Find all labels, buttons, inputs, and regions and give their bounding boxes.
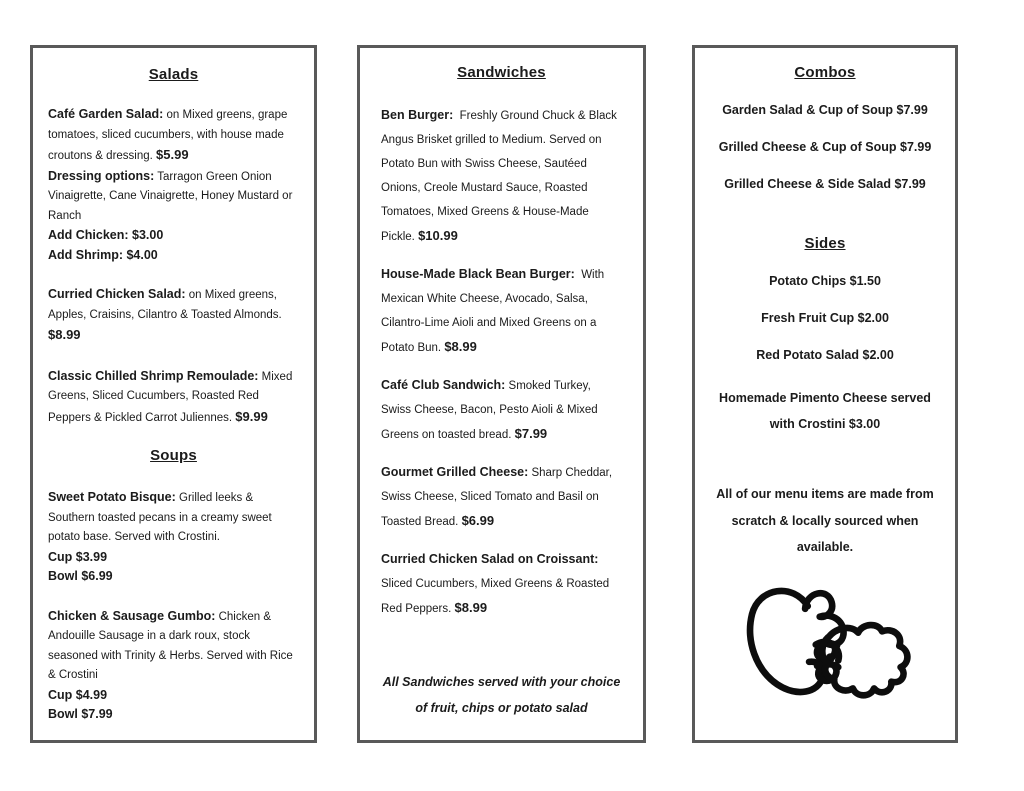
item-price: $8.99	[48, 327, 81, 342]
item-desc: Grilled leeks & Southern toasted pecans in a creamy sweet potato base. Served with Crostini.	[48, 492, 272, 543]
item-price: $5.99	[156, 147, 189, 162]
item-name: Sweet Potato Bisque:	[48, 490, 176, 504]
menu-item-chicken-sausage-gumbo	[48, 607, 299, 686]
item-price: $9.99	[235, 408, 268, 424]
menu-item-curried-chicken-croissant	[381, 547, 622, 621]
item-name: House-Made Black Bean Burger:	[381, 267, 575, 281]
side-item-pimento-cheese: Homemade Pimento Cheese served with Crostini $3.00	[719, 391, 931, 431]
soups-heading: Soups	[150, 447, 197, 464]
item-name: Ben Burger:	[381, 108, 454, 122]
item-desc: Sharp Cheddar, Swiss Cheese, Sliced Tomato and Basil on Toasted Bread.	[381, 467, 613, 528]
sandwiches-note: All Sandwiches served with your choice of fruit, chips or potato salad	[382, 675, 621, 715]
item-price: $7.99	[514, 426, 548, 441]
item-name: Chicken & Sausage Gumbo:	[48, 608, 216, 623]
combo-item-grilled-cheese-soup: Grilled Cheese & Cup of Soup $7.99	[718, 140, 932, 154]
item-name: Curried Chicken Salad on Croissant:	[381, 552, 599, 566]
sandwiches-heading: Sandwiches	[457, 64, 546, 81]
menu-item-dressing-options	[48, 167, 299, 227]
item-price: $10.99	[418, 228, 458, 243]
bisque-bowl-price: Bowl $6.99	[48, 569, 113, 583]
item-desc: Mixed Greens, Sliced Cucumbers, Roasted Red Peppers & Pickled Carrot Juliennes.	[48, 370, 293, 424]
menu-item-shrimp-remoulade	[48, 367, 299, 429]
menu-item-sweet-potato-bisque	[48, 488, 299, 548]
item-desc: Freshly Ground Chuck & Black Angus Brisket grilled to Medium. Served on Potato Bun with Swiss Cheese, Sautéed Onions, Creole Mustard Sauce, Roasted Tomatoes, Mixed Greens & House-Made Pickle.	[381, 110, 617, 243]
item-desc: on Mixed greens, Apples, Craisins, Cilantro & Toasted Almonds.	[48, 289, 282, 321]
combo-item-garden-salad-soup: Garden Salad & Cup of Soup $7.99	[722, 103, 928, 117]
menu-item-garden-salad	[48, 105, 299, 167]
bisque-cup-price: Cup $3.99	[48, 549, 108, 564]
menu-item-gourmet-grilled-cheese	[381, 460, 622, 534]
salads-soups-panel	[30, 45, 317, 743]
menu-item-black-bean-burger	[381, 262, 622, 360]
salads-heading: Salads	[148, 66, 199, 83]
scratch-made-note: All of our menu items are made from scratch & locally sourced when available.	[716, 487, 934, 554]
logo-container	[708, 573, 942, 704]
item-name: Gourmet Grilled Cheese:	[381, 465, 529, 479]
combo-item-grilled-cheese-salad: Grilled Cheese & Side Salad $7.99	[724, 177, 926, 191]
side-item-red-potato-salad: Red Potato Salad $2.00	[756, 348, 894, 362]
item-desc: Chicken & Andouille Sausage in a dark roux, stock seasoned with Trinity & Herbs. Served with Rice & Crostini	[48, 610, 293, 681]
menu-item-curried-chicken-salad	[48, 285, 299, 347]
gumbo-bowl-price: Bowl $7.99	[48, 707, 113, 721]
combos-sides-panel	[692, 45, 958, 743]
menu-item-add-shrimp: Add Shrimp: $4.00	[48, 247, 158, 262]
item-price: $8.99	[444, 339, 477, 354]
menu-item-ben-burger	[381, 103, 622, 249]
gumbo-cup-price: Cup $4.99	[48, 687, 108, 702]
side-item-fresh-fruit-cup: Fresh Fruit Cup $2.00	[761, 311, 889, 325]
item-name: Classic Chilled Shrimp Remoulade:	[48, 368, 259, 383]
item-name: Café Garden Salad:	[48, 107, 164, 121]
item-desc: on Mixed greens, grape tomatoes, sliced cucumbers, with house made croutons & dressing.	[48, 109, 288, 162]
item-desc: With Mexican White Cheese, Avocado, Salsa, Cilantro-Lime Aioli and Mixed Greens on a Potato Bun.	[381, 269, 605, 354]
hands-logo-icon	[736, 573, 914, 699]
menu-item-add-chicken: Add Chicken: $3.00	[48, 228, 164, 242]
sandwiches-panel	[357, 45, 646, 743]
item-desc: Tarragon Green Onion Vinaigrette, Cane Vinaigrette, Honey Mustard or Ranch	[48, 170, 293, 222]
combos-heading: Combos	[794, 64, 856, 81]
item-name: Curried Chicken Salad:	[48, 287, 186, 301]
item-desc: Smoked Turkey, Swiss Cheese, Bacon, Pesto Aioli & Mixed Greens on toasted bread.	[381, 380, 598, 441]
side-item-potato-chips: Potato Chips $1.50	[769, 274, 881, 288]
item-desc: Sliced Cucumbers, Mixed Greens & Roasted Red Peppers.	[381, 578, 610, 615]
item-price: $8.99	[454, 600, 488, 615]
item-name: Café Club Sandwich:	[381, 378, 506, 392]
sides-heading: Sides	[804, 235, 846, 252]
menu-item-cafe-club	[381, 373, 622, 447]
item-name: Dressing options:	[48, 168, 155, 183]
item-price: $6.99	[461, 513, 495, 528]
